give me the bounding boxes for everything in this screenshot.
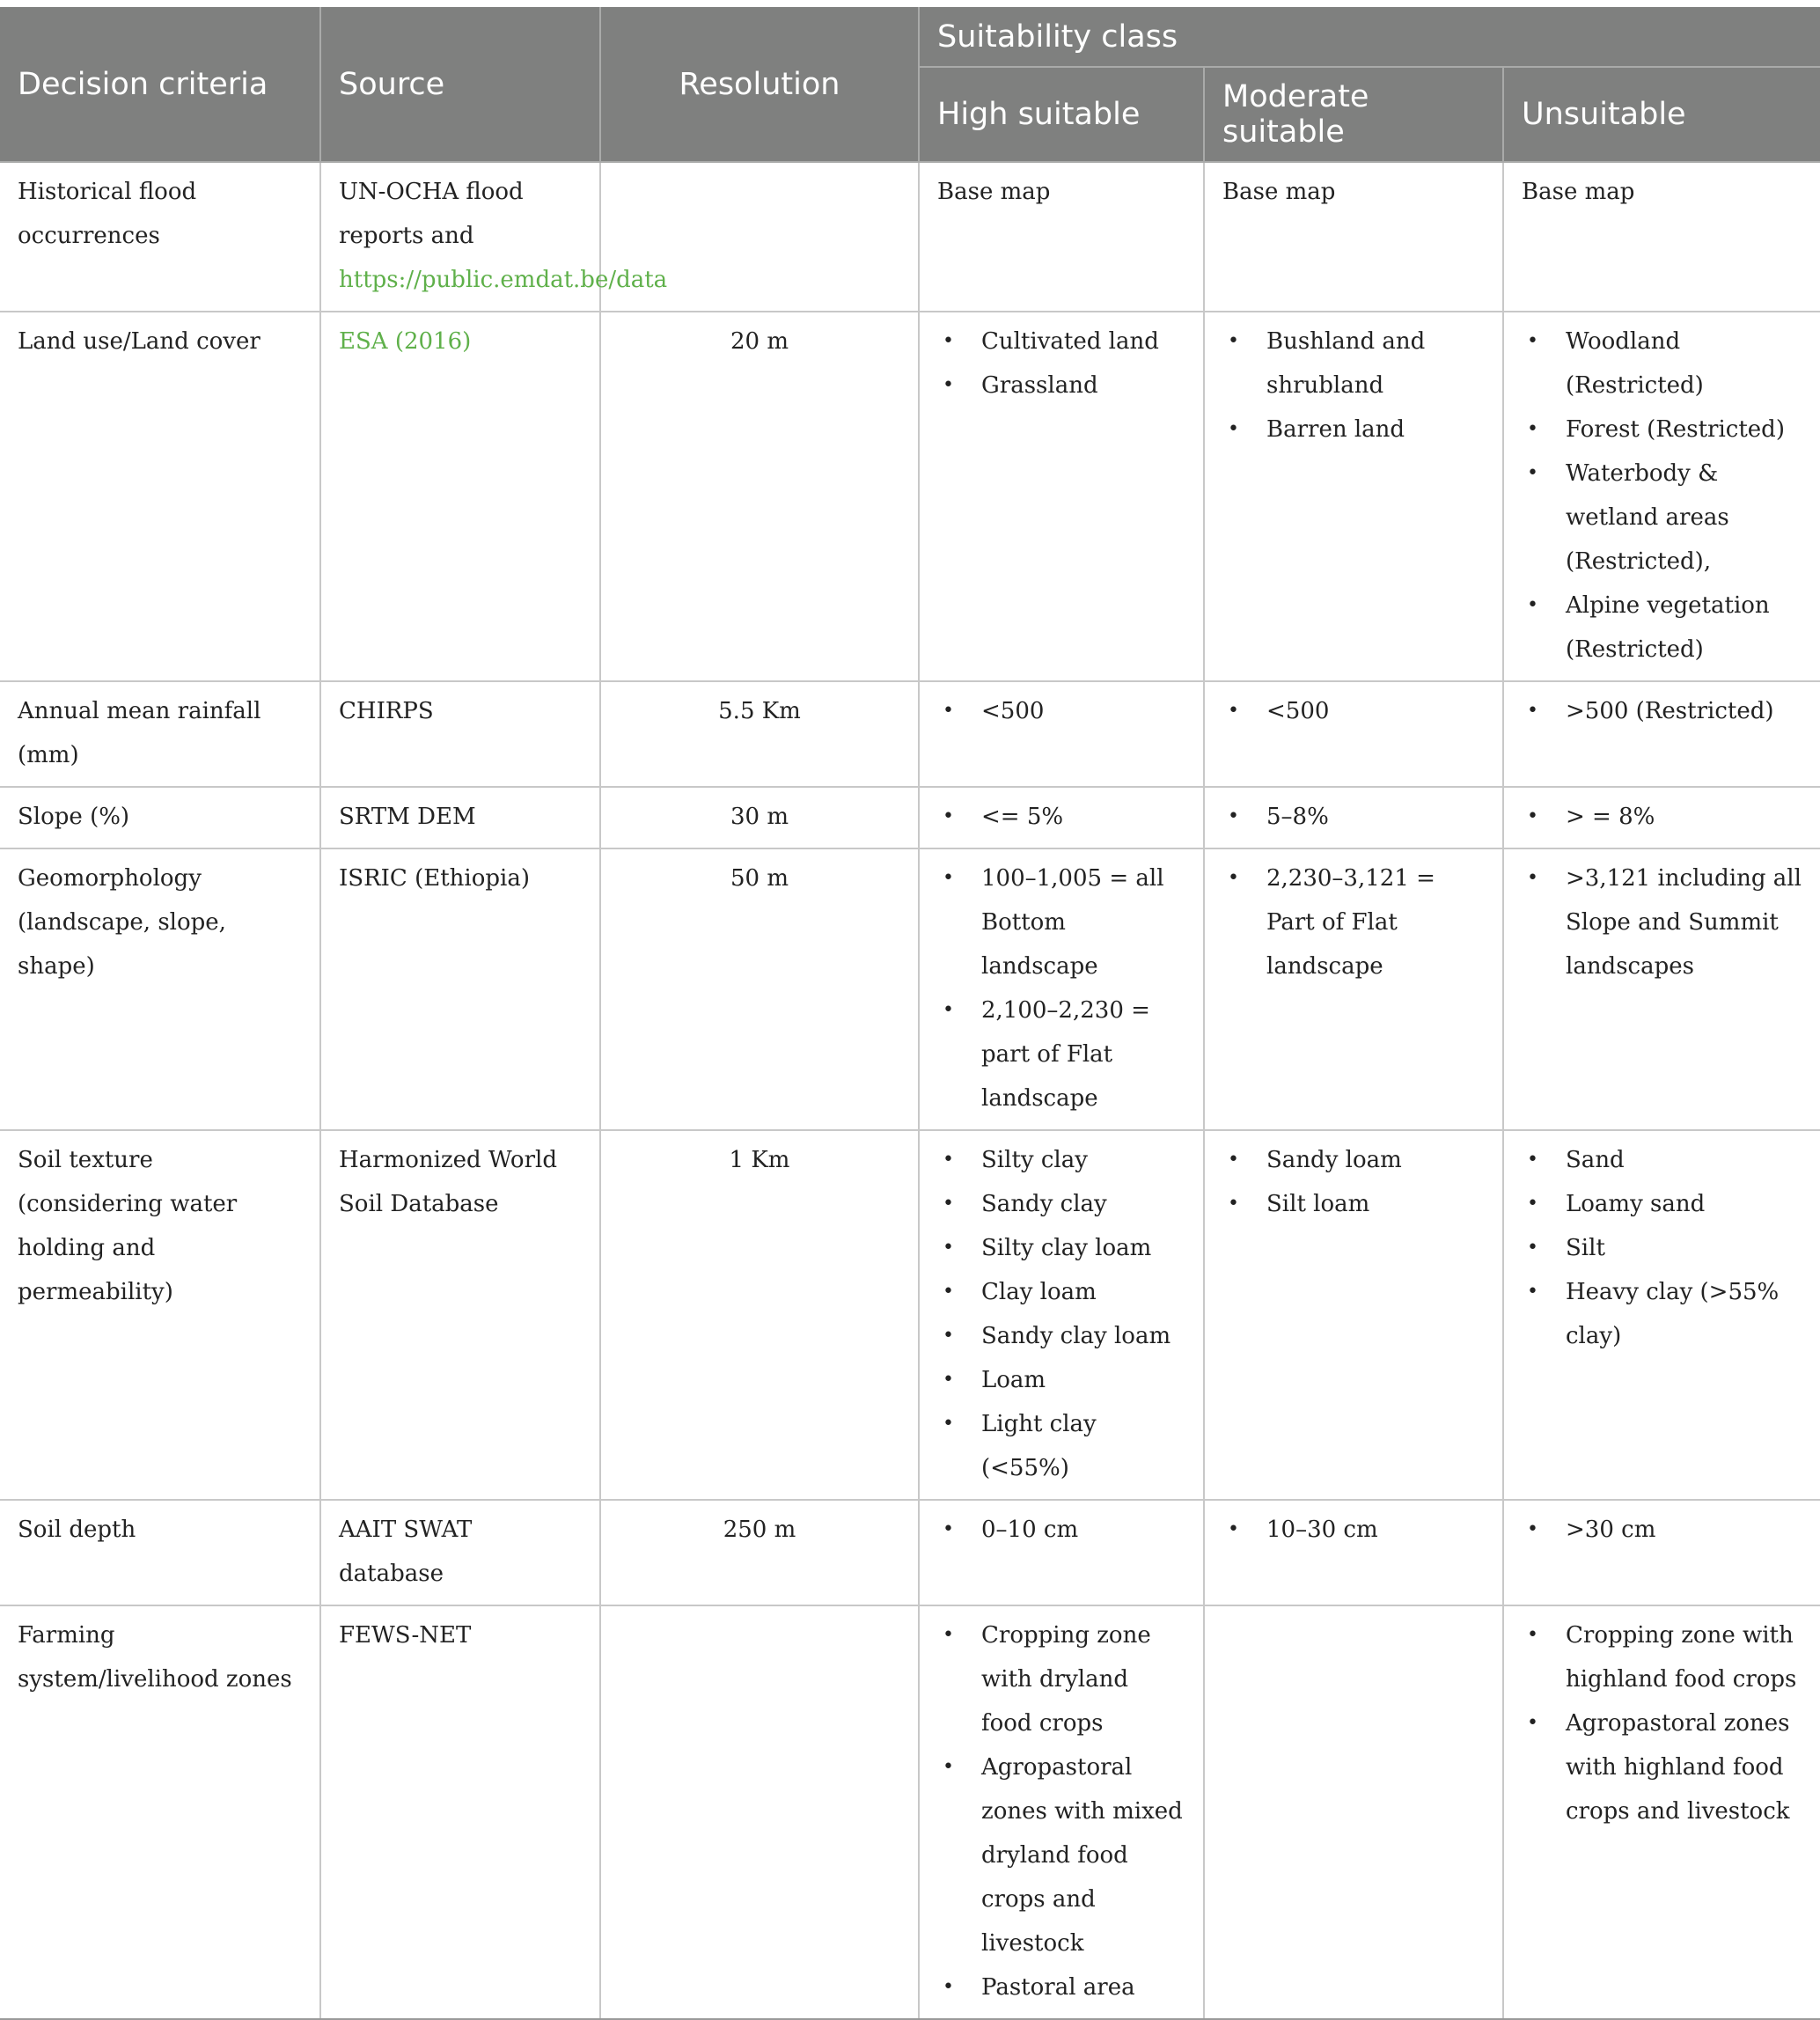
criteria-cell: Soil texture (considering water holding and permeability) bbox=[0, 1130, 320, 1500]
unsuitable-suitability-cell bbox=[1503, 312, 1820, 681]
list-item: • Loam bbox=[937, 1358, 1185, 1402]
resolution-cell: 250 m bbox=[600, 1500, 919, 1605]
moderate-suitability-cell bbox=[1204, 312, 1503, 681]
list-item: • <= 5% bbox=[937, 795, 1185, 839]
high-criteria-list bbox=[937, 1613, 1185, 2009]
list-item: • Silt loam bbox=[1222, 1182, 1485, 1226]
list-item: • Clay loam bbox=[937, 1270, 1185, 1314]
list-item: • Silty clay loam bbox=[937, 1226, 1185, 1270]
moderate-suitability-cell bbox=[1204, 848, 1503, 1130]
moderate-suitability-cell bbox=[1204, 162, 1503, 312]
list-item: • 0–10 cm bbox=[937, 1508, 1185, 1552]
unsuitable-suitability-cell bbox=[1503, 1130, 1820, 1500]
unsuitable-criteria-list bbox=[1522, 1138, 1802, 1358]
unsuitable-criteria-list bbox=[1522, 320, 1802, 672]
source-text: SRTM DEM bbox=[339, 804, 476, 830]
high-suitability-cell bbox=[919, 787, 1204, 848]
header-resolution: Resolution bbox=[600, 7, 919, 162]
high-criteria-list bbox=[937, 795, 1185, 839]
base-map-text: Base map bbox=[1522, 179, 1635, 205]
header-moderate-suitable: Moderate suitable bbox=[1204, 67, 1503, 162]
moderate-criteria-list bbox=[1222, 689, 1485, 733]
source-cell bbox=[320, 681, 600, 787]
high-suitability-cell bbox=[919, 1130, 1204, 1500]
list-item: • Barren land bbox=[1222, 408, 1485, 452]
list-item: • <500 bbox=[1222, 689, 1485, 733]
source-cell bbox=[320, 1605, 600, 2019]
source-cell bbox=[320, 787, 600, 848]
criteria-cell: Soil depth bbox=[0, 1500, 320, 1605]
list-item: • Silty clay bbox=[937, 1138, 1185, 1182]
high-suitability-cell bbox=[919, 1605, 1204, 2019]
unsuitable-suitability-cell bbox=[1503, 787, 1820, 848]
list-item: • 2,100–2,230 = part of Flat landscape bbox=[937, 988, 1185, 1120]
list-item: • Agropastoral zones with highland food crops and livestock bbox=[1522, 1701, 1802, 1833]
list-item: • >3,121 including all Slope and Summit landscapes bbox=[1522, 856, 1802, 988]
source-cell bbox=[320, 162, 668, 312]
high-criteria-list bbox=[937, 320, 1185, 408]
list-item: • 10–30 cm bbox=[1222, 1508, 1485, 1552]
high-criteria-list bbox=[937, 1138, 1185, 1490]
suitability-criteria-table bbox=[0, 7, 1820, 2020]
source-text: Harmonized World Soil Database bbox=[339, 1147, 557, 1217]
high-criteria-list bbox=[937, 856, 1185, 1120]
resolution-cell: 1 Km bbox=[600, 1130, 919, 1500]
table-row bbox=[0, 681, 1820, 787]
source-text: ISRIC (Ethiopia) bbox=[339, 865, 530, 892]
unsuitable-criteria-list bbox=[1522, 689, 1802, 733]
moderate-criteria-list bbox=[1222, 856, 1485, 988]
criteria-cell: Geomorphology (landscape, slope, shape) bbox=[0, 848, 320, 1130]
resolution-cell: 30 m bbox=[600, 787, 919, 848]
high-suitability-cell bbox=[919, 162, 1204, 312]
list-item: • >30 cm bbox=[1522, 1508, 1802, 1552]
moderate-suitability-cell bbox=[1204, 1500, 1503, 1605]
list-item: • Sand bbox=[1522, 1138, 1802, 1182]
criteria-cell: Annual mean rainfall (mm) bbox=[0, 681, 320, 787]
high-suitability-cell bbox=[919, 1500, 1204, 1605]
source-cell bbox=[320, 1500, 600, 1605]
criteria-cell: Land use/Land cover bbox=[0, 312, 320, 681]
resolution-cell: 50 m bbox=[600, 848, 919, 1130]
unsuitable-criteria-list bbox=[1522, 795, 1802, 839]
moderate-criteria-list bbox=[1222, 1508, 1485, 1552]
table-body bbox=[0, 162, 1820, 2019]
criteria-cell: Historical flood occurrences bbox=[0, 162, 320, 312]
unsuitable-suitability-cell bbox=[1503, 162, 1820, 312]
source-text: AAIT SWAT database bbox=[339, 1517, 473, 1587]
high-suitability-cell bbox=[919, 312, 1204, 681]
header-unsuitable: Unsuitable bbox=[1503, 67, 1820, 162]
table-row bbox=[0, 1500, 1820, 1605]
moderate-criteria-list bbox=[1222, 320, 1485, 452]
list-item: • Cropping zone with highland food crops bbox=[1522, 1613, 1802, 1701]
table-row bbox=[0, 787, 1820, 848]
unsuitable-criteria-list bbox=[1522, 856, 1802, 988]
high-suitability-cell bbox=[919, 848, 1204, 1130]
moderate-suitability-cell bbox=[1204, 1605, 1503, 2019]
list-item: • Agropastoral zones with mixed dryland food crops and livestock bbox=[937, 1745, 1185, 1965]
base-map-text: Base map bbox=[1222, 179, 1336, 205]
list-item: • Woodland (Restricted) bbox=[1522, 320, 1802, 408]
list-item: • Forest (Restricted) bbox=[1522, 408, 1802, 452]
list-item: • Sandy loam bbox=[1222, 1138, 1485, 1182]
list-item: • Light clay (<55%) bbox=[937, 1402, 1185, 1490]
list-item: • Pastoral area bbox=[937, 1965, 1185, 2009]
list-item: • Alpine vegetation (Restricted) bbox=[1522, 584, 1802, 672]
table-row bbox=[0, 848, 1820, 1130]
list-item: • Grassland bbox=[937, 364, 1185, 408]
moderate-suitability-cell bbox=[1204, 1130, 1503, 1500]
header-source: Source bbox=[320, 7, 600, 162]
table-row bbox=[0, 162, 1820, 312]
unsuitable-criteria-list bbox=[1522, 1613, 1802, 1833]
moderate-criteria-list bbox=[1222, 795, 1485, 839]
table-row bbox=[0, 312, 1820, 681]
list-item: • 5–8% bbox=[1222, 795, 1485, 839]
high-criteria-list bbox=[937, 689, 1185, 733]
list-item: • Waterbody & wetland areas (Restricted), bbox=[1522, 452, 1802, 584]
source-text: CHIRPS bbox=[339, 698, 434, 724]
list-item: • 2,230–3,121 = Part of Flat landscape bbox=[1222, 856, 1485, 988]
resolution-cell bbox=[600, 1605, 919, 2019]
table-header bbox=[0, 7, 1820, 162]
list-item: • <500 bbox=[937, 689, 1185, 733]
unsuitable-suitability-cell bbox=[1503, 1500, 1820, 1605]
resolution-cell: 5.5 Km bbox=[600, 681, 919, 787]
list-item: • 100–1,005 = all Bottom landscape bbox=[937, 856, 1185, 988]
unsuitable-suitability-cell bbox=[1503, 681, 1820, 787]
source-cell bbox=[320, 848, 600, 1130]
list-item: • Bushland and shrubland bbox=[1222, 320, 1485, 408]
high-criteria-list bbox=[937, 1508, 1185, 1552]
source-link[interactable]: https://public.emdat.be/data bbox=[339, 267, 668, 293]
header-suitability-class: Suitability class bbox=[919, 7, 1820, 67]
moderate-criteria-list bbox=[1222, 1138, 1485, 1226]
source-text: FEWS-NET bbox=[339, 1622, 472, 1649]
source-cell bbox=[320, 312, 600, 681]
list-item: • > = 8% bbox=[1522, 795, 1802, 839]
list-item: • Loamy sand bbox=[1522, 1182, 1802, 1226]
unsuitable-suitability-cell bbox=[1503, 848, 1820, 1130]
source-cell bbox=[320, 1130, 600, 1500]
list-item: • >500 (Restricted) bbox=[1522, 689, 1802, 733]
table-row bbox=[0, 1605, 1820, 2019]
list-item: • Cultivated land bbox=[937, 320, 1185, 364]
header-decision-criteria: Decision criteria bbox=[0, 7, 320, 162]
moderate-suitability-cell bbox=[1204, 787, 1503, 848]
source-text: UN-OCHA flood reports and bbox=[339, 179, 524, 249]
resolution-cell: 20 m bbox=[600, 312, 919, 681]
unsuitable-criteria-list bbox=[1522, 1508, 1802, 1552]
list-item: • Heavy clay (>55% clay) bbox=[1522, 1270, 1802, 1358]
unsuitable-suitability-cell bbox=[1503, 1605, 1820, 2019]
criteria-cell: Slope (%) bbox=[0, 787, 320, 848]
list-item: • Sandy clay loam bbox=[937, 1314, 1185, 1358]
high-suitability-cell bbox=[919, 681, 1204, 787]
list-item: • Silt bbox=[1522, 1226, 1802, 1270]
list-item: • Cropping zone with dryland food crops bbox=[937, 1613, 1185, 1745]
criteria-cell: Farming system/livelihood zones bbox=[0, 1605, 320, 2019]
list-item: • Sandy clay bbox=[937, 1182, 1185, 1226]
source-link[interactable]: ESA (2016) bbox=[339, 328, 472, 355]
table-row bbox=[0, 1130, 1820, 1500]
header-high-suitable: High suitable bbox=[919, 67, 1204, 162]
moderate-suitability-cell bbox=[1204, 681, 1503, 787]
base-map-text: Base map bbox=[937, 179, 1051, 205]
